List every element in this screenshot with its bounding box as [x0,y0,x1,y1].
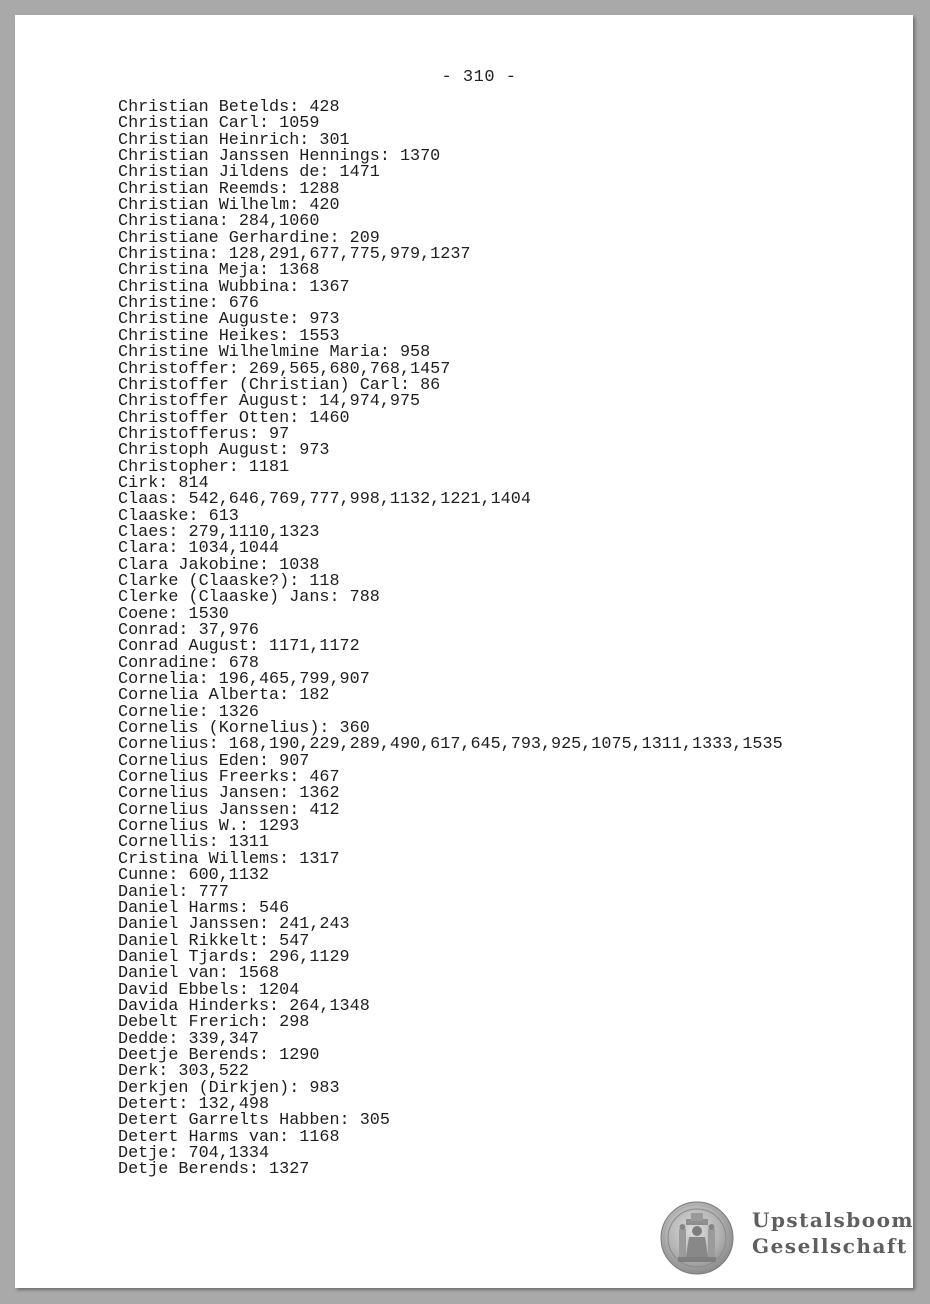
index-entry: Detert Harms van: 1168 [118,1127,340,1147]
index-entry: David Ebbels: 1204 [118,980,300,1000]
index-entry: Claas: 542,646,769,777,998,1132,1221,1404 [118,490,531,510]
index-entry: Christine Auguste: 973 [118,310,340,330]
index-entry: Dedde: 339,347 [118,1029,259,1049]
index-entry: Daniel Janssen: 241,243 [118,915,350,935]
index-entry: Detert Garrelts Habben: 305 [118,1111,390,1131]
index-entry: Cornelius W.: 1293 [118,817,300,837]
index-entry: Detje Berends: 1327 [118,1160,310,1180]
index-entry: Detje: 704,1334 [118,1144,270,1163]
index-entry: Cirk: 814 [118,473,209,493]
index-entry: Conrad August: 1171,1172 [118,637,360,657]
index-entry: Daniel Rikkelt: 547 [118,931,310,951]
index-entry: Cornelie: 1326 [118,702,259,722]
brand-line-2: Gesellschaft [752,1234,908,1258]
index-entry: Claaske: 613 [118,506,239,526]
index-entry: Christiane Gerhardine: 209 [118,228,380,248]
index-entry: Christiana: 284,1060 [118,212,320,232]
index-entry: Christine Wilhelmine Maria: 958 [118,343,431,363]
index-entry: Daniel van: 1568 [118,964,280,984]
index-entry: Christina Meja: 1368 [118,261,320,281]
index-entry: Daniel Harms: 546 [118,898,290,918]
seal-icon [660,1201,734,1275]
index-entry: Coene: 1530 [118,604,229,624]
index-entry: Deetje Berends: 1290 [118,1045,320,1065]
publisher-logo [660,1201,915,1279]
index-entry: Cornelius Freerks: 467 [118,768,340,788]
index-entry: Cornellis: 1311 [118,833,270,853]
document-page [15,15,913,1288]
index-entry: Christian Wilhelm: 420 [118,196,340,216]
page-number: - 310 - [441,68,517,87]
index-entry: Clara Jakobine: 1038 [118,555,320,575]
index-entry: Christine Heikes: 1553 [118,326,340,346]
index-entry: Christopher: 1181 [118,457,290,477]
index-entry: Detert: 132,498 [118,1094,270,1114]
brand-line-1: Upstalsboom [752,1208,915,1232]
index-entry: Derkjen (Dirkjen): 983 [118,1078,340,1098]
index-entry: Clara: 1034,1044 [118,539,280,559]
index-entry: Christoph August: 973 [118,441,330,461]
index-entry: Cornelia: 196,465,799,907 [118,670,370,690]
index-entry: Christine: 676 [118,294,259,314]
index-entry: Christian Betelds: 428 [118,98,340,117]
index-entry: Daniel: 777 [118,882,229,902]
index-entry: Christian Carl: 1059 [118,114,320,134]
index-entry: Cornelia Alberta: 182 [118,686,330,706]
name-index-list [118,100,783,1179]
index-entry: Davida Hinderks: 264,1348 [118,996,370,1016]
index-entry: Christoffer: 269,565,680,768,1457 [118,359,451,379]
index-entry: Christian Reemds: 1288 [118,179,340,199]
index-entry: Christofferus: 97 [118,424,290,444]
index-entry: Cornelius Eden: 907 [118,751,310,771]
index-entry: Christoffer Otten: 1460 [118,408,350,428]
index-entry: Cunne: 600,1132 [118,866,270,886]
index-entry: Derk: 303,522 [118,1062,249,1082]
index-entry: Clarke (Claaske?): 118 [118,571,340,591]
index-entry: Christina: 128,291,677,775,979,1237 [118,245,471,265]
index-entry: Conrad: 37,976 [118,621,259,640]
index-entry: Conradine: 678 [118,653,259,673]
index-entry: Christian Jildens de: 1471 [118,163,380,183]
index-entry: Daniel Tjards: 296,1129 [118,947,350,967]
index-entry: Debelt Frerich: 298 [118,1013,310,1033]
index-entry: Christian Janssen Hennings: 1370 [118,147,441,167]
index-entry: Christian Heinrich: 301 [118,130,350,150]
index-entry: Christina Wubbina: 1367 [118,277,350,297]
index-entry: Cornelius Jansen: 1362 [118,784,340,804]
index-entry: Cornelis (Kornelius): 360 [118,719,370,739]
index-entry: Cornelius: 168,190,229,289,490,617,645,793,925,1075,1311,1333,1535 [118,735,783,755]
index-entry: Cristina Willems: 1317 [118,849,340,869]
index-entry: Cornelius Janssen: 412 [118,800,340,820]
index-entry: Christoffer August: 14,974,975 [118,392,421,412]
index-entry: Christoffer (Christian) Carl: 86 [118,375,441,395]
index-entry: Clerke (Claaske) Jans: 788 [118,588,380,608]
brand-name [752,1207,914,1259]
index-entry: Claes: 279,1110,1323 [118,522,320,542]
